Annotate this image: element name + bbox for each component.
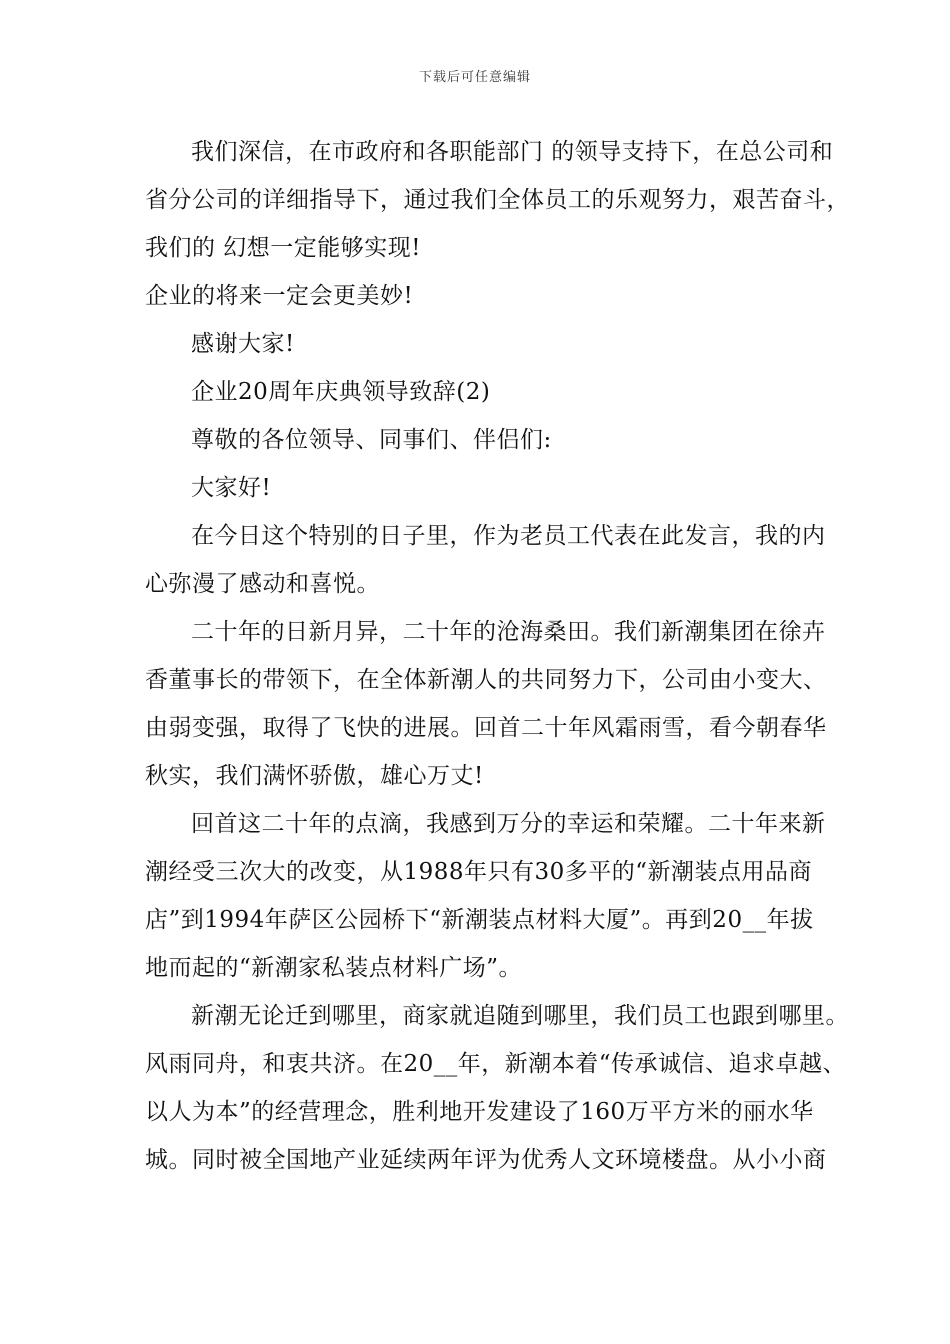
text-line: 感谢大家! bbox=[191, 331, 295, 357]
text-line: 省分公司的详细指导下，通过我们全体员工的乐观努力，艰苦奋斗， bbox=[145, 187, 850, 213]
text-line: 风雨同舟，和衷共济。在20__年，新潮本着“传承诚信、追求卓越、 bbox=[145, 1051, 847, 1077]
text-line: 二十年的日新月异，二十年的沧海桑田。我们新潮集团在徐卉 bbox=[191, 619, 826, 645]
text-line: 地而起的“新潮家私装点材料广场”。 bbox=[145, 955, 523, 981]
text-line: 以人为本”的经营理念，胜利地开发建设了160万平方米的丽水华 bbox=[145, 1099, 814, 1125]
section-title: 企业20周年庆典领导致辞(2) bbox=[191, 379, 491, 405]
document-body bbox=[145, 128, 850, 1184]
text-line: 新潮无论迁到哪里，商家就追随到哪里，我们员工也跟到哪里。 bbox=[191, 1003, 849, 1029]
greeting: 大家好! bbox=[191, 475, 272, 501]
page-header: 下载后可任意编辑 bbox=[418, 70, 531, 85]
text-line: 店”到1994年萨区公园桥下“新潮装点材料大厦”。再到20__年拔 bbox=[145, 907, 814, 933]
text-line: 香董事长的带领下，在全体新潮人的共同努力下，公司由小变大、 bbox=[145, 667, 827, 693]
text-line: 我们深信，在市政府和各职能部门 的领导支持下，在总公司和 bbox=[191, 139, 834, 165]
text-line: 我们的 幻想一定能够实现! bbox=[145, 235, 422, 261]
text-line: 回首这二十年的点滴，我感到万分的幸运和荣耀。二十年来新 bbox=[191, 811, 826, 837]
salutation: 尊敬的各位领导、同事们、伴侣们: bbox=[191, 427, 552, 453]
text-line: 在今日这个特别的日子里，作为老员工代表在此发言，我的内 bbox=[191, 523, 826, 549]
text-line: 城。同时被全国地产业延续两年评为优秀人文环境楼盘。从小小商 bbox=[145, 1147, 827, 1173]
text-line: 企业的将来一定会更美妙! bbox=[145, 283, 414, 309]
text-line: 潮经受三次大的改变，从1988年只有30多平的“新潮装点用品商 bbox=[145, 859, 813, 885]
text-line: 由弱变强，取得了飞快的进展。回首二十年风霜雨雪，看今朝春华 bbox=[145, 715, 827, 741]
text-line: 心弥漫了感动和喜悦。 bbox=[145, 571, 380, 597]
text-line: 秋实，我们满怀骄傲，雄心万丈! bbox=[145, 763, 484, 789]
